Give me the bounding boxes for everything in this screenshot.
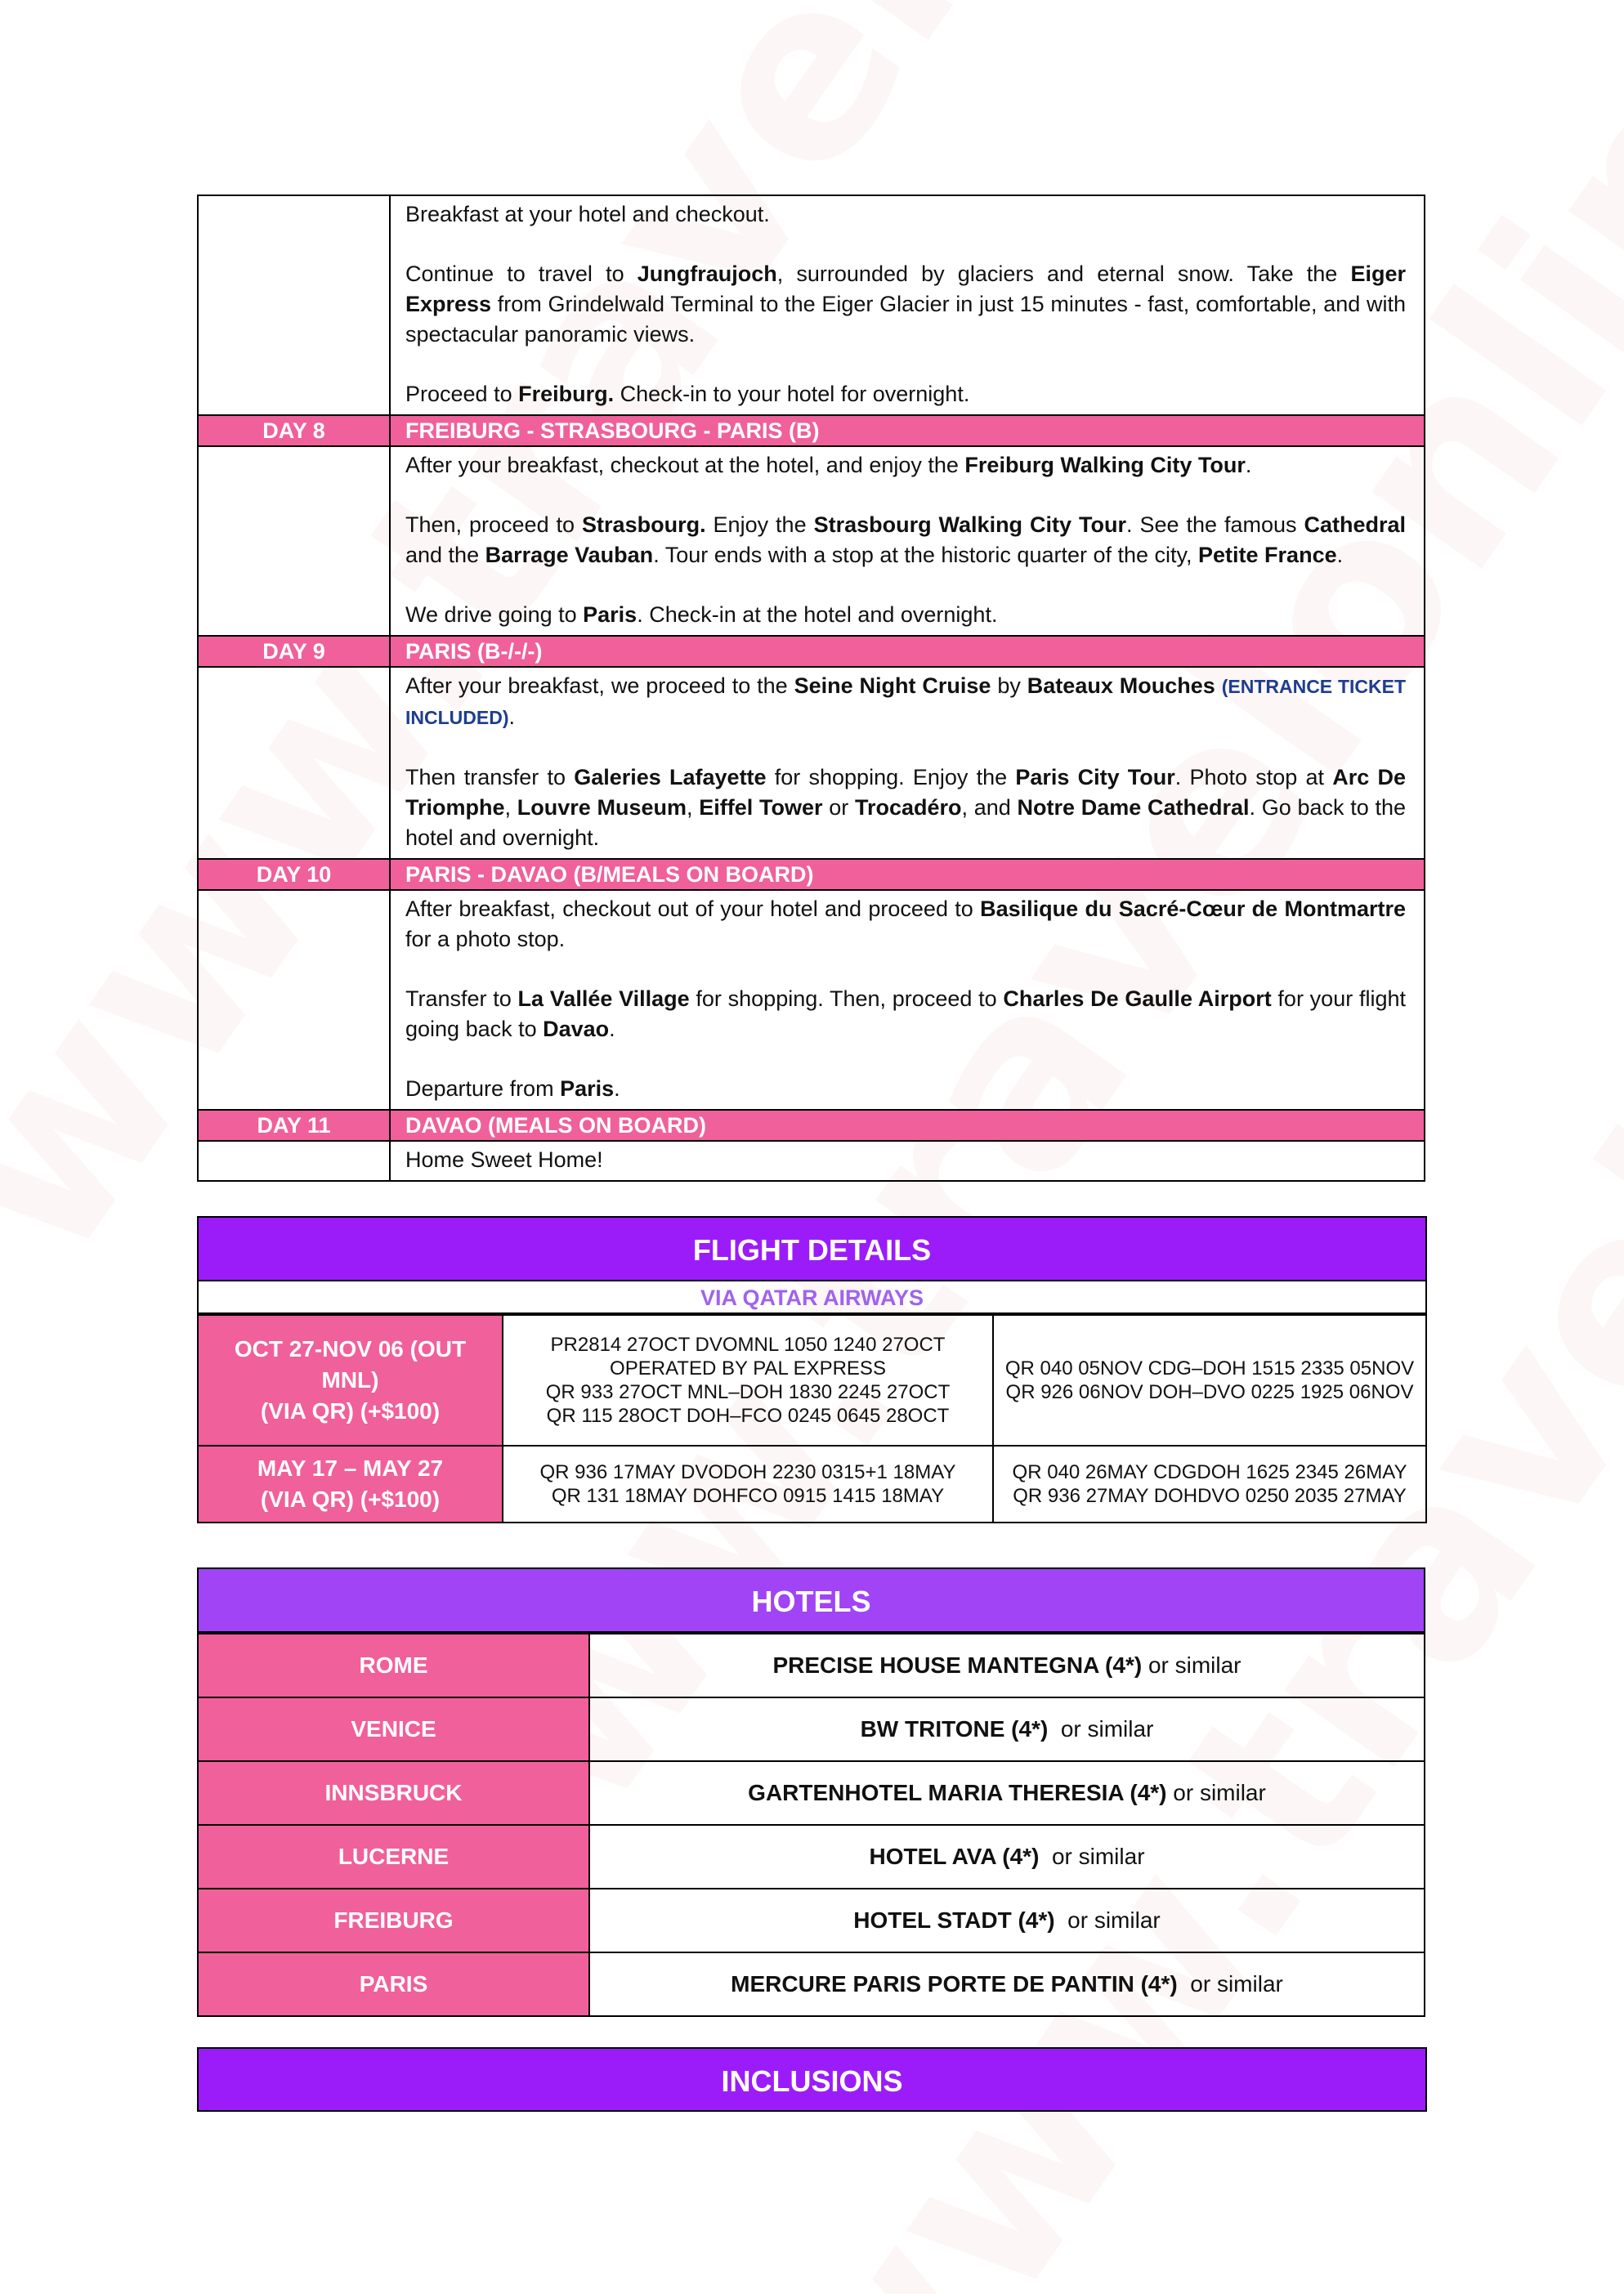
hotels-heading: HOTELS (197, 1567, 1425, 1633)
description-paragraph (405, 671, 1406, 733)
day-spacer-cell (198, 890, 390, 1110)
route-line: (VIA QR) (+$100) (260, 1398, 441, 1424)
day-header-row (198, 415, 1425, 446)
day-title: PARIS (B-/-/-) (390, 636, 1425, 667)
day-label: DAY 9 (198, 636, 390, 667)
text-span: from Grindelwald Terminal to the Eiger Glacier in just 15 minutes - fast, comfortable, and with spectacular panoramic views. (405, 292, 1406, 347)
text-span: Transfer to (405, 986, 518, 1011)
text-span: . (609, 1017, 615, 1041)
hotel-suffix: or similar (1166, 1780, 1266, 1805)
text-span (1215, 673, 1222, 698)
hotel-name-cell (589, 1825, 1425, 1889)
highlight-text: Seine Night Cruise (794, 673, 991, 698)
day-description-row (198, 667, 1425, 859)
highlight-text: Strasbourg. (582, 512, 706, 537)
highlight-text: Arc De Triomphe (405, 765, 1407, 820)
hotel-name: BW TRITONE (4*) (860, 1716, 1049, 1742)
hotel-city: FREIBURG (198, 1889, 589, 1952)
text-span: . Tour ends with a stop at the historic quarter of the city, (653, 543, 1199, 567)
text-span: Enjoy the (705, 512, 814, 537)
text-span: Breakfast at your hotel and checkout. (405, 202, 770, 226)
text-span: for a photo stop. (405, 927, 566, 951)
text-span: or (822, 795, 855, 820)
flight-route (198, 1446, 503, 1523)
text-span: After your breakfast, we proceed to the (405, 673, 794, 698)
flight-outbound (503, 1315, 993, 1446)
day-description-row (198, 446, 1425, 636)
hotel-name: HOTEL STADT (4*) (853, 1907, 1055, 1933)
text-span: Check-in to your hotel for overnight. (614, 382, 970, 406)
highlight-text: Petite France (1198, 543, 1337, 567)
hotel-city: ROME (198, 1634, 589, 1697)
text-span: for your flight going back to (405, 986, 1406, 1041)
text-span: , and (961, 795, 1018, 820)
highlight-text: Davao (543, 1017, 610, 1041)
flight-details-heading: FLIGHT DETAILS (197, 1216, 1427, 1281)
description-paragraph (405, 600, 1406, 630)
text-span: . (508, 704, 516, 729)
day-header-row (198, 859, 1425, 890)
description-paragraph (405, 259, 1406, 350)
hotel-city: PARIS (198, 1952, 589, 2016)
hotel-name: HOTEL AVA (4*) (869, 1844, 1040, 1869)
day-description (390, 1141, 1425, 1181)
description-paragraph (405, 1074, 1406, 1104)
text-span: After your breakfast, checkout at the hotel, and enjoy the (405, 453, 965, 477)
text-span: . Photo stop at (1174, 765, 1333, 789)
day-title: FREIBURG - STRASBOURG - PARIS (B) (390, 415, 1425, 446)
text-span: . (614, 1076, 620, 1101)
day-spacer-cell (198, 667, 390, 859)
route-line: MAY 17 – MAY 27 (257, 1456, 444, 1481)
day-spacer-cell (198, 446, 390, 636)
hotels-table (197, 1633, 1425, 2017)
highlight-text: Eiffel Tower (699, 795, 823, 820)
text-span: , (687, 795, 700, 820)
text-span: , surrounded by glaciers and eternal snow. Take the (776, 262, 1351, 286)
text-span: . (1245, 453, 1252, 477)
text-span: for shopping. Enjoy the (766, 765, 1016, 789)
text-span: , (504, 795, 517, 820)
text-span: Then transfer to (405, 765, 575, 789)
text-span: for shopping. Then, proceed to (689, 986, 1004, 1011)
description-paragraph (405, 984, 1406, 1044)
inclusions-section (197, 2047, 1427, 2112)
text-span: Then, proceed to (405, 512, 583, 537)
flight-route (198, 1315, 503, 1446)
hotel-name-cell (589, 1952, 1425, 2016)
flight-segment: PR2814 27OCT DVOMNL 1050 1240 27OCT (550, 1334, 946, 1356)
flight-row (198, 1446, 1426, 1523)
day-label: DAY 11 (198, 1110, 390, 1141)
flight-return (993, 1315, 1426, 1446)
text-span: . Check-in at the hotel and overnight. (637, 602, 998, 627)
highlight-text: Louvre Museum (517, 795, 687, 820)
hotel-name: PRECISE HOUSE MANTEGNA (4*) (772, 1652, 1143, 1678)
day-description (390, 446, 1425, 636)
hotel-name-cell (589, 1634, 1425, 1697)
highlight-text: Bateaux Mouches (1027, 673, 1215, 698)
hotel-row (198, 1761, 1425, 1825)
highlight-text: Notre Dame Cathedral (1017, 795, 1250, 820)
hotel-suffix: or similar (1142, 1652, 1241, 1678)
hotel-row (198, 1952, 1425, 2016)
flight-segment: QR 131 18MAY DOHFCO 0915 1415 18MAY (551, 1485, 945, 1507)
text-span: and the (405, 543, 485, 567)
highlight-text: Trocadéro (854, 795, 962, 820)
text-span: Continue to travel to (405, 262, 638, 286)
flight-table (197, 1314, 1427, 1523)
day-label: DAY 8 (198, 415, 390, 446)
flight-segment: QR 040 26MAY CDGDOH 1625 2345 26MAY (1012, 1461, 1407, 1483)
hotel-row (198, 1889, 1425, 1952)
text-span: . See the famous (1125, 512, 1304, 537)
text-span: After breakfast, checkout out of your hotel and proceed to (405, 897, 981, 921)
highlight-text: Freiburg. (518, 382, 615, 406)
day-header-row (198, 636, 1425, 667)
text-span: by (991, 673, 1027, 698)
hotel-suffix: or similar (1177, 1971, 1283, 1997)
hotel-name: MERCURE PARIS PORTE DE PANTIN (4*) (731, 1971, 1178, 1997)
flight-outbound (503, 1446, 993, 1523)
description-paragraph (405, 199, 1406, 230)
day-title: DAVAO (MEALS ON BOARD) (390, 1110, 1425, 1141)
flight-row (198, 1315, 1426, 1446)
route-line: OCT 27-NOV 06 (OUT (234, 1336, 467, 1362)
day-description-row (198, 890, 1425, 1110)
hotels-section (197, 1567, 1425, 2017)
route-line: MNL) (321, 1367, 379, 1393)
text-span: . Go back to the hotel and overnight. (405, 795, 1406, 850)
flight-segment: QR 040 05NOV CDG–DOH 1515 2335 05NOV (1004, 1357, 1415, 1380)
highlight-text: Cathedral (1304, 512, 1407, 537)
description-paragraph (405, 762, 1406, 853)
day-spacer-cell (198, 195, 390, 415)
day-description (390, 667, 1425, 859)
description-paragraph (405, 510, 1406, 570)
hotel-row (198, 1634, 1425, 1697)
day-description-row (198, 195, 1425, 415)
highlight-text: Freiburg Walking City Tour (964, 453, 1246, 477)
flight-segment: QR 115 28OCT DOH–FCO 0245 0645 28OCT (546, 1405, 950, 1427)
day-spacer-cell (198, 1141, 390, 1181)
text-span: Departure from (405, 1076, 561, 1101)
flight-return (993, 1446, 1426, 1523)
description-paragraph (405, 450, 1406, 481)
hotel-suffix: or similar (1048, 1716, 1154, 1742)
highlight-text: Galeries Lafayette (574, 765, 767, 789)
day-description (390, 890, 1425, 1110)
hotel-name-cell (589, 1761, 1425, 1825)
day-description (390, 195, 1425, 415)
hotel-name-cell (589, 1697, 1425, 1761)
text-span: . (1336, 543, 1344, 567)
hotel-row (198, 1825, 1425, 1889)
hotel-name: GARTENHOTEL MARIA THERESIA (4*) (748, 1780, 1167, 1805)
hotel-city: VENICE (198, 1697, 589, 1761)
highlight-text: Paris City Tour (1015, 765, 1175, 789)
entrance-note: (ENTRANCE TICKET INCLUDED) (405, 676, 1406, 728)
flight-segment: QR 936 17MAY DVODOH 2230 0315+1 18MAY (539, 1461, 956, 1483)
day-header-row (198, 1110, 1425, 1141)
text-span: We drive going to (405, 602, 584, 627)
flight-segment: QR 926 06NOV DOH–DVO 0225 1925 06NOV (1005, 1381, 1414, 1403)
flight-details-section (197, 1216, 1427, 1523)
flight-segment: OPERATED BY PAL EXPRESS (610, 1357, 886, 1380)
highlight-text: La Vallée Village (517, 986, 690, 1011)
day-description-row (198, 1141, 1425, 1181)
hotel-suffix: or similar (1054, 1907, 1161, 1933)
flight-segment: QR 933 27OCT MNL–DOH 1830 2245 27OCT (545, 1381, 951, 1403)
inclusions-heading: INCLUSIONS (197, 2047, 1427, 2112)
day-title: PARIS - DAVAO (B/MEALS ON BOARD) (390, 859, 1425, 890)
description-paragraph (405, 894, 1406, 955)
hotel-row (198, 1697, 1425, 1761)
highlight-text: Basilique du Sacré-Cœur de Montmartre (980, 897, 1406, 921)
highlight-text: Barrage Vauban (485, 543, 654, 567)
description-paragraph (405, 1145, 1406, 1175)
itinerary-table (197, 195, 1425, 1182)
highlight-text: Jungfraujoch (637, 262, 777, 286)
highlight-text: Paris (560, 1076, 615, 1101)
flight-segment: QR 936 27MAY DOHDVO 0250 2035 27MAY (1013, 1485, 1407, 1507)
highlight-text: Strasbourg Walking City Tour (813, 512, 1126, 537)
route-line: (VIA QR) (+$100) (260, 1487, 441, 1512)
text-span: Home Sweet Home! (405, 1147, 603, 1172)
highlight-text: Paris (583, 602, 638, 627)
hotel-city: INNSBRUCK (198, 1761, 589, 1825)
hotel-suffix: or similar (1039, 1844, 1145, 1869)
flight-carrier: VIA QATAR AIRWAYS (197, 1281, 1427, 1314)
highlight-text: Eiger Express (405, 262, 1406, 316)
description-paragraph (405, 379, 1406, 409)
day-label: DAY 10 (198, 859, 390, 890)
highlight-text: Charles De Gaulle Airport (1003, 986, 1272, 1011)
hotel-name-cell (589, 1889, 1425, 1952)
text-span: Proceed to (405, 382, 519, 406)
hotel-city: LUCERNE (198, 1825, 589, 1889)
